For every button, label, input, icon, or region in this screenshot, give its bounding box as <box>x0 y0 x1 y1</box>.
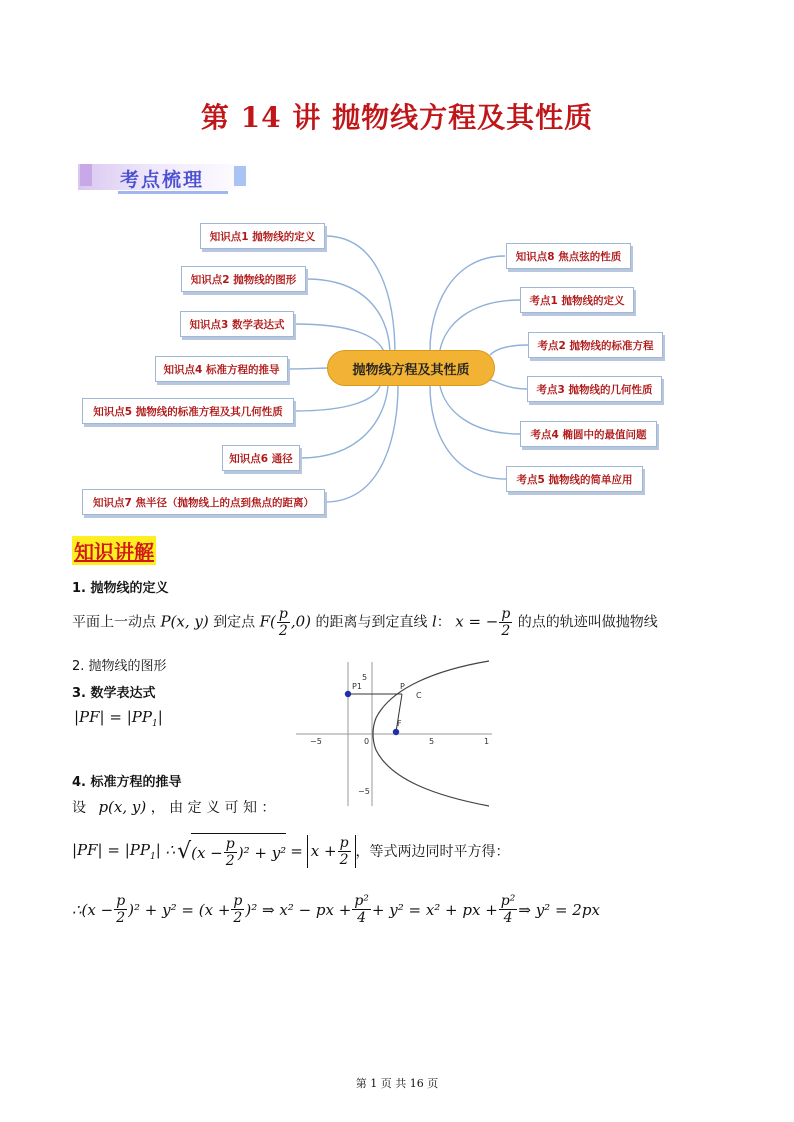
formula: $|PF| = |PP_1|$ ∴ <box>72 840 176 862</box>
definition-text: 的距离与到定直线 <box>315 614 428 631</box>
let-line <box>72 797 275 817</box>
formula: = <box>290 842 303 860</box>
definition-line: 平面上一动点 P(x, y) 到定点 F( $\frac{p}{2}$ ,0) 的距离与到定直线 l： x = − $\frac{p}{2}$ 的点的轨迹叫做抛物线 <box>72 606 658 639</box>
page-footer: 第 1 页 共 16 页 <box>355 1077 439 1090</box>
point-label: C <box>416 691 422 700</box>
item-heading-3: 3. 数学表达式 <box>72 686 156 701</box>
fraction: $\frac{p}{2}$ <box>278 606 288 639</box>
definition-text: 平面上一动点 <box>72 614 156 631</box>
mindmap-node-right: 知识点8 焦点弦的性质 <box>506 243 631 269</box>
formula: p(x, y) <box>98 798 147 816</box>
formula: P(x, y) <box>160 612 209 631</box>
mindmap-node-left: 知识点2 抛物线的图形 <box>181 266 306 292</box>
mindmap-node-left: 知识点4 标准方程的推导 <box>155 356 288 382</box>
known-text: ， 由 定 义 可 知 ： <box>150 800 276 816</box>
formula: ,0) <box>290 612 312 631</box>
definition-text: 的点的轨迹叫做抛物线 <box>517 614 658 631</box>
item-heading-1: 1. 抛物线的定义 <box>72 581 169 596</box>
derivation-line-1 <box>72 833 510 869</box>
tick-label: 0 <box>364 737 370 746</box>
mindmap-node-right: 考点3 抛物线的几何性质 <box>527 376 662 402</box>
point-p1 <box>345 691 351 697</box>
let-text: 设 <box>72 800 86 816</box>
tick-label: 1 <box>484 737 490 746</box>
tick-label: −5 <box>358 787 370 796</box>
tick-label: 5 <box>362 673 368 682</box>
square-text: ，等式两边同时平方得： <box>355 844 510 860</box>
formula: ∴(x − $\frac{p}{2}$ )² + y² = (x + $\frac{p}{2}$ )² ⇒ x² − px + $\frac{\text{p²}}{4}$ + y² = x² + px + $\frac{\text{p²}}{4}$ ⇒ y² = 2px <box>72 893 600 926</box>
mindmap-node-left: 知识点5 抛物线的标准方程及其几何性质 <box>82 398 294 424</box>
formula: l <box>431 612 437 631</box>
tick-label: −5 <box>310 737 322 746</box>
item-heading-4: 4. 标准方程的推导 <box>72 775 182 790</box>
tick-label: 5 <box>429 737 435 746</box>
sqrt-sign: √ <box>177 838 192 864</box>
mindmap-node-left: 知识点1 抛物线的定义 <box>200 223 325 249</box>
definition-text: 到定点 <box>213 614 256 631</box>
mindmap-node-right: 考点5 抛物线的简单应用 <box>506 466 643 492</box>
formula: (x − $\frac{p}{2}$ )² + y² <box>191 833 286 869</box>
mindmap-node-left: 知识点7 焦半径（抛物线上的点到焦点的距离） <box>82 489 325 515</box>
mindmap-node-left: 知识点3 数学表达式 <box>180 311 294 337</box>
page-title: 第 14 讲 抛物线方程及其性质 <box>200 101 594 134</box>
banner-title: 考点梳理 <box>120 169 205 191</box>
point-label: F <box>397 719 402 728</box>
mindmap-node-left: 知识点6 通径 <box>222 445 300 471</box>
parabola-graph <box>296 658 496 810</box>
section-heading: 知识讲解 <box>72 536 156 565</box>
item-heading-2: 2. 抛物线的图形 <box>72 659 167 674</box>
mindmap-node-right: 考点2 抛物线的标准方程 <box>528 332 663 358</box>
point-label: P1 <box>352 682 362 691</box>
derivation-line-2 <box>72 893 600 926</box>
expression-pf: $|PF| = |PP_1|$ <box>74 708 163 729</box>
mindmap-node-right: 考点1 抛物线的定义 <box>520 287 634 313</box>
mindmap-connectors <box>0 0 794 530</box>
formula: F( <box>259 612 276 631</box>
mindmap-center-node: 抛物线方程及其性质 <box>327 350 495 386</box>
mindmap-node-right: 考点4 椭圆中的最值问题 <box>520 421 657 447</box>
formula: x = − <box>455 612 499 631</box>
fraction: $\frac{p}{2}$ <box>501 606 511 639</box>
point-f <box>393 729 399 735</box>
formula: x + $\frac{p}{2}$ <box>307 835 356 868</box>
point-label: P <box>400 682 405 691</box>
